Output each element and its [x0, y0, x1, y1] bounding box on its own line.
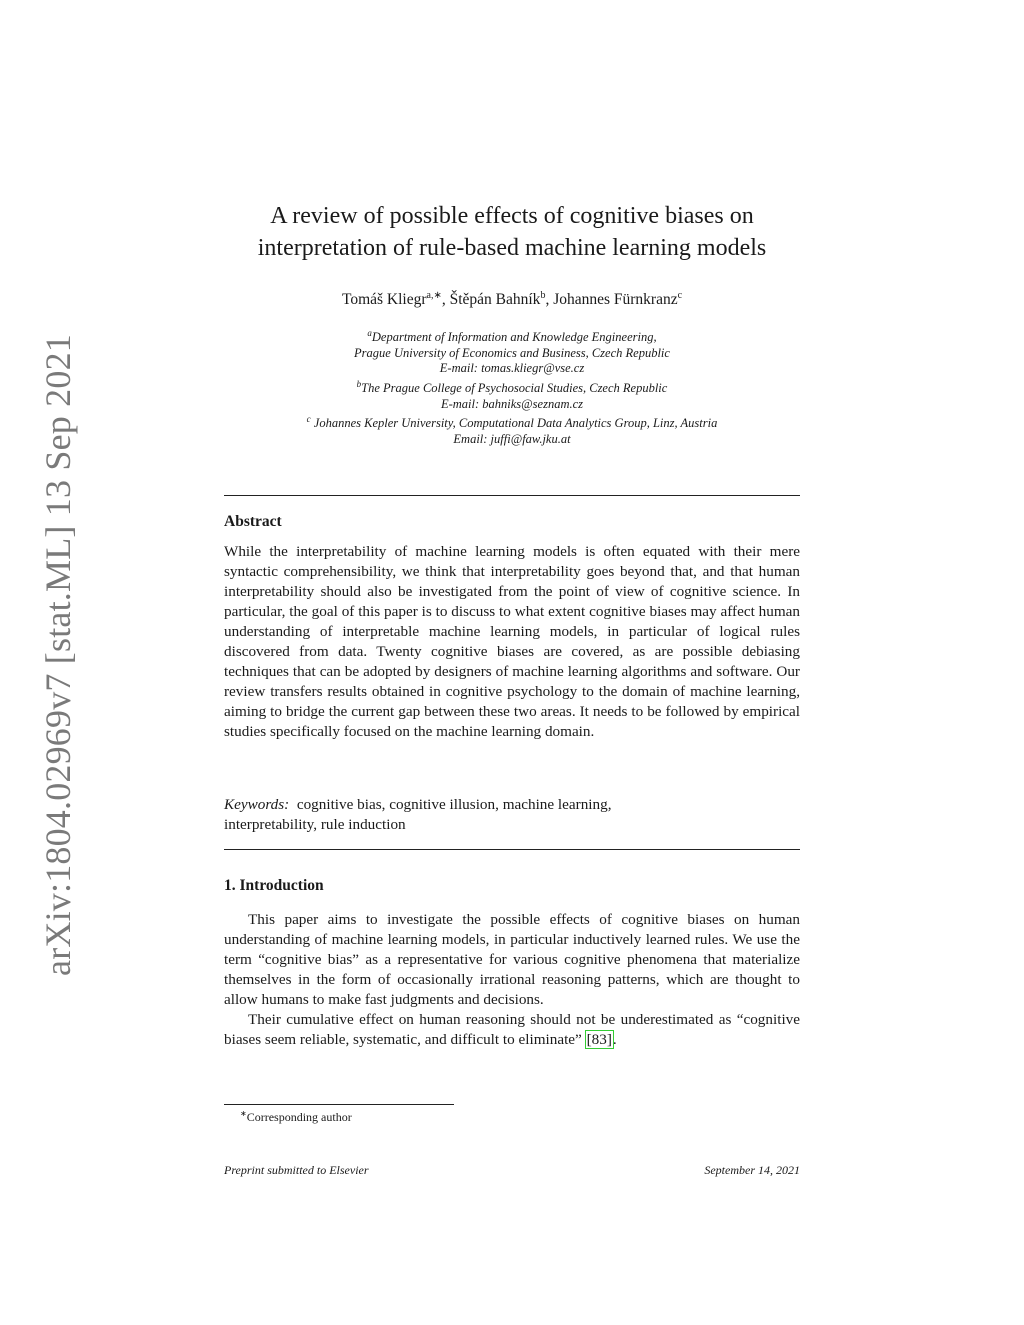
affil-line: Johannes Kepler University, Computational Data Analytics Group, Linz, Austria — [310, 416, 718, 431]
affiliation-c — [180, 412, 844, 432]
affiliation-b — [180, 377, 844, 397]
keywords-line: interpretability, rule induction — [224, 816, 406, 833]
affil-email: Email: juffi@faw.jku.at — [453, 432, 571, 447]
footnote — [240, 1109, 352, 1125]
author-name: Tomáš Kliegr — [341, 291, 427, 309]
section-heading: 1. Introduction — [224, 877, 324, 894]
author-name: Johannes Fürnkranz — [553, 291, 678, 309]
footnote-mark: ∗ — [240, 1109, 247, 1118]
date: September 14, 2021 — [704, 1163, 800, 1177]
abstract-bottom-rule — [224, 849, 800, 850]
preprint-note: Preprint submitted to Elsevier — [224, 1163, 369, 1177]
author-name: Štěpán Bahník — [449, 291, 541, 309]
author-separator: , — [441, 291, 450, 309]
author-affil-mark: c — [677, 290, 683, 301]
citation-link[interactable]: [83] — [586, 1031, 612, 1049]
affiliations — [180, 326, 844, 448]
footnote-rule — [224, 1104, 454, 1105]
author-affil-mark: b — [540, 290, 546, 301]
affil-line: Department of Information and Knowledge Engineering, — [371, 330, 657, 345]
affil-email: E-mail: bahniks@seznam.cz — [440, 396, 584, 411]
keywords — [224, 795, 800, 835]
paper-title — [180, 200, 844, 264]
paragraph — [224, 1010, 800, 1050]
keywords-line — [224, 795, 800, 815]
paragraph: This paper aims to investigate the possible effects of cognitive biases on human understanding of machine learning models, in particular inductively learned rules. We use the term “cognitive bias” as a representative for various cognitive phenomena that materialize themselves in the form of occasionally irrational reasoning patterns, which are thought to allow humans to make fast judgments and decisions. — [224, 911, 800, 1009]
paragraph-end: . — [612, 1031, 617, 1049]
introduction-body — [224, 910, 800, 1050]
abstract-text: While the interpretability of machine learning models is often equated with their mere syntactic comprehensibility, we think that interpretability goes beyond that, and that human interpretability should also be investigated from the point of view of cognitive science. In particular, the goal of this paper is to discuss to what extent cognitive biases may affect human understanding of interpretable machine learning models, in particular of logical rules discovered from data. Twenty cognitive biases are covered, as are possible debiasing techniques that can be adopted by designers of machine learning algorithms and software. Our review transfers results obtained in cognitive psychology to the domain of machine learning, aiming to bridge the current gap between these two areas. It needs to be followed by empirical studies specifically focused on the machine learning domain. — [224, 543, 800, 741]
affil-mark: c — [306, 414, 311, 425]
affiliation-a — [180, 326, 844, 346]
title-line-1: A review of possible effects of cognitive biases on — [270, 203, 754, 229]
title-line-2: interpretation of rule-based machine learning models — [257, 235, 767, 261]
affil-mark: b — [356, 378, 362, 389]
author-list — [180, 290, 844, 309]
affil-email: E-mail: tomas.kliegr@vse.cz — [439, 361, 585, 376]
affil-line: The Prague College of Psychosocial Studies, Czech Republic — [361, 381, 668, 396]
keywords-label: Keywords: — [224, 796, 290, 813]
arxiv-identifier: arXiv:1804.02969v7 [stat.ML] 13 Sep 2021 — [38, 334, 78, 976]
abstract-top-rule — [224, 495, 800, 496]
affil-line: Prague University of Economics and Business, Czech Republic — [354, 345, 670, 360]
abstract-heading: Abstract — [224, 513, 282, 530]
affil-mark: a — [367, 328, 372, 338]
author-affil-mark: a,∗ — [426, 290, 442, 301]
footnote-text: Corresponding author — [246, 1110, 352, 1124]
keywords-list: cognitive bias, cognitive illusion, machine learning, — [296, 796, 612, 813]
author-separator: , — [545, 291, 554, 309]
paragraph-text: Their cumulative effect on human reasoning should not be underestimated as “cognitive biases seem reliable, systematic, and difficult to eliminate” — [224, 1011, 800, 1049]
